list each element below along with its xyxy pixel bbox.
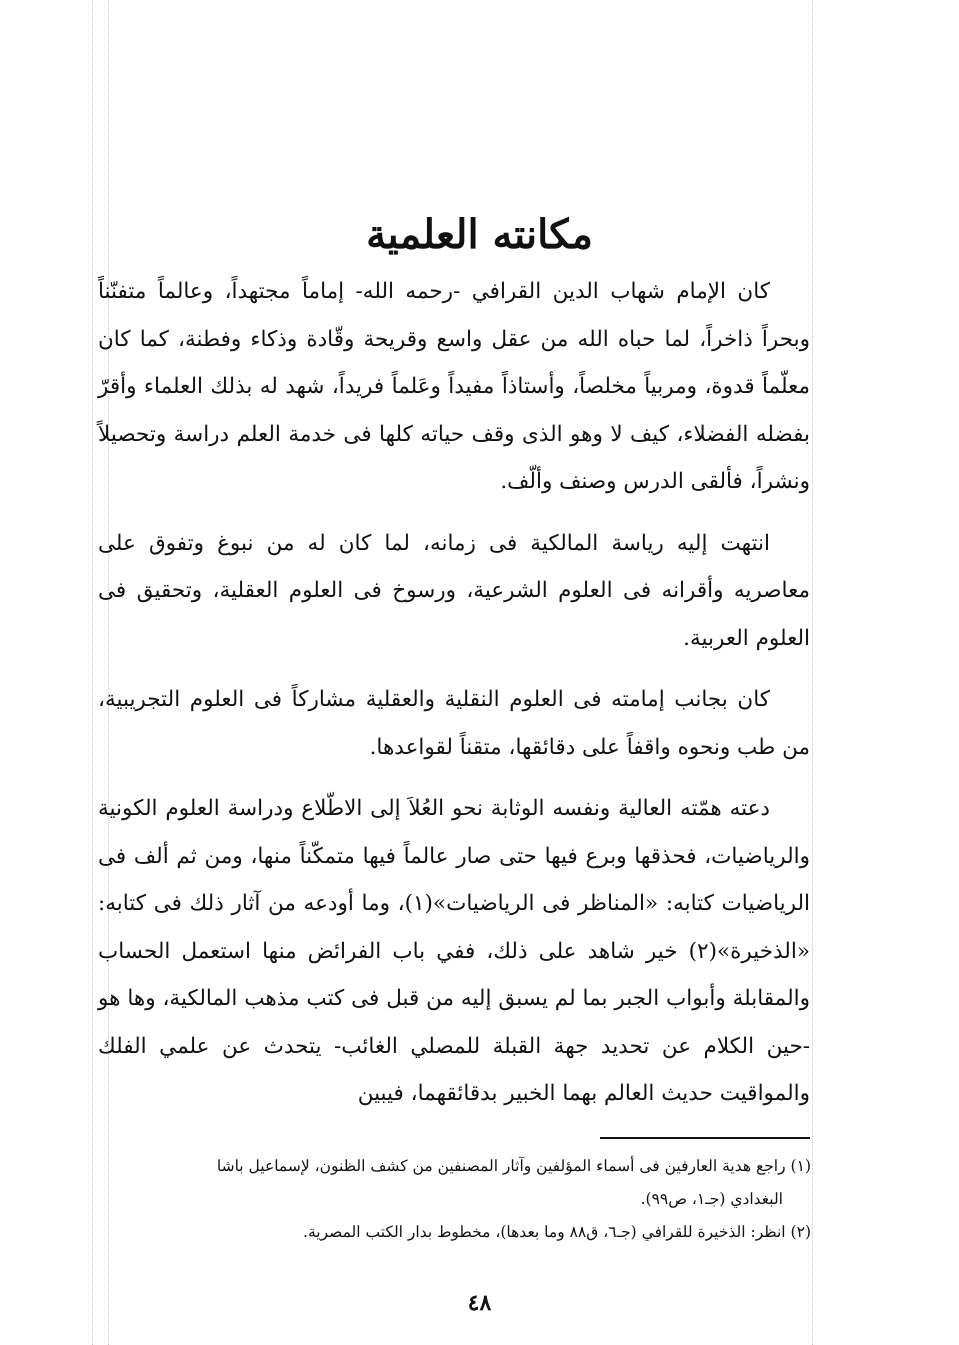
scan-artifact-line <box>92 0 93 1345</box>
scan-artifact-line <box>812 0 813 1345</box>
paragraph-3: كان بجانب إمامته فى العلوم النقلية والعقلية مشاركاً فى العلوم التجريبية، من طب ونحوه واقفاً على دقائقها، متقناً لقواعدها. <box>98 687 810 760</box>
footnote-text: انظر: الذخيرة للقرافي (جـ٦، ق٨٨ وما بعدها)، مخطوط بدار الكتب المصرية. <box>303 1223 786 1241</box>
page-number: ٤٨ <box>467 1290 492 1316</box>
footnote-marker: (١) <box>790 1157 811 1175</box>
footnote-marker: (٢) <box>790 1223 811 1241</box>
paragraph-1: كان الإمام شهاب الدين القرافي -رحمه الله- إماماً مجتهداً، وعالماً متفنّناً وبحراً ذاخراً، لما حباه الله من عقل واسع وقريحة وقّادة وذكاء وفطنة، كما كان معلّماً قدوة، ومربياً مخلصاً، وأستاذاً مفيداً وعَلماً فريداً، شهد له بذلك العلماء وأقرّ بفضله الفضلاء، كيف لا وهو الذى وقف حياته كلها فى خدمة العلم دراسة وتحصيلاً ونشراً، فألقى الدرس وصنف وألّف. <box>98 279 810 494</box>
body-text <box>98 268 810 1132</box>
paragraph-2: انتهت إليه رياسة المالكية فى زمانه، لما كان له من نبوغ وتفوق على معاصريه وأقرانه فى العلوم الشرعية، ورسوخ فى العلوم العقلية، وتحقيق فى العلوم العربية. <box>98 530 810 651</box>
footnote-continuation: البغدادي (جـ١، ص٩٩). <box>640 1190 783 1208</box>
footnote-2 <box>95 1216 811 1249</box>
footnote-1 <box>95 1150 811 1216</box>
footnote-text: راجع هدية العارفين فى أسماء المؤلفين وآثار المصنفين من كشف الظنون، لإسماعيل باشا <box>216 1157 786 1175</box>
paragraph-4: دعته همّته العالية ونفسه الوثابة نحو العُلاَ إلى الاطّلاع ودراسة العلوم الكونية والرياضيات، فحذقها وبرع فيها حتى صار عالماً فيها متمكّناً منها، ومن ثم ألف فى الرياضيات كتابه: «المناظر فى الرياضيات»(١)، وما أودعه من آثار ذلك فى كتابه: «الذخيرة»(٢) خير شاهد على ذلك، ففي باب الفرائض منها استعمل الحساب والمقابلة وأبواب الجبر بما لم يسبق إليه من قبل فى كتب مذهب المالكية، وها هو -حين الكلام عن تحديد جهة القبلة للمصلي الغائب- يتحدث عن علمي الفلك والمواقيت حديث العالم بهما الخبير بدقائقهما، فيبين <box>98 796 810 1106</box>
footnote-separator <box>600 1137 810 1139</box>
page-title: مكانته العلمية <box>366 210 593 258</box>
footnotes <box>95 1150 811 1249</box>
